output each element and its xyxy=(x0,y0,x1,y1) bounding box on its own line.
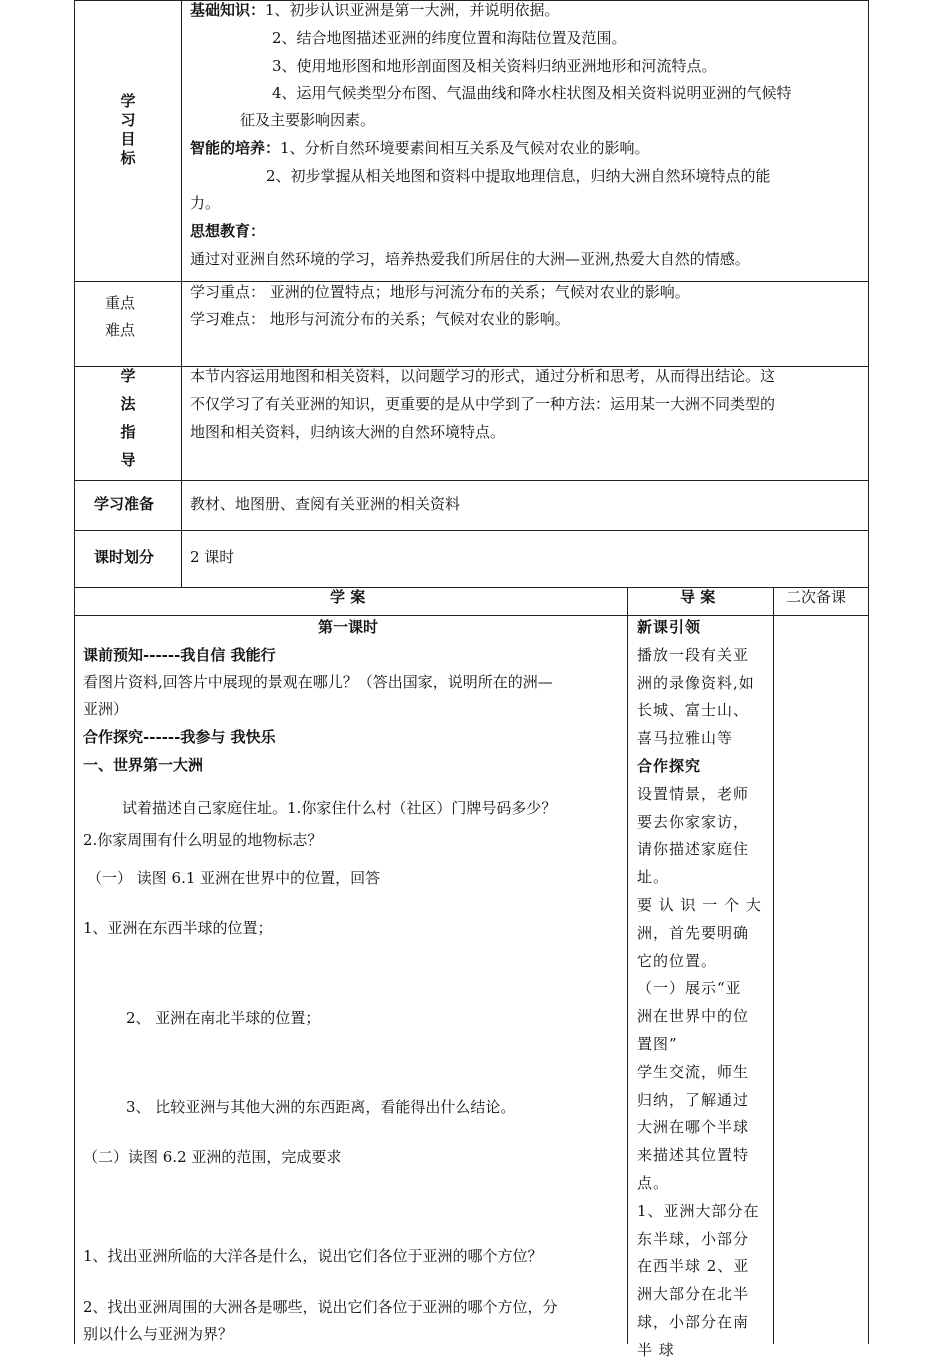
question-1-item-1: 1、亚洲在东西半球的位置； xyxy=(83,919,273,937)
guide-line: （一）展示“亚 xyxy=(637,979,742,998)
guide-line: 合作探究 xyxy=(637,756,702,775)
row-divider-4 xyxy=(74,530,869,531)
lesson-title: 第一课时 xyxy=(318,618,379,636)
study-column-header: 学 案 xyxy=(330,588,366,606)
second-column-header: 二次备课 xyxy=(786,588,847,606)
question-2-item-2a: 2、找出亚洲周围的大洲各是哪些，说出它们各位于亚洲的哪个方位，分 xyxy=(83,1298,558,1316)
periods-label: 课时划分 xyxy=(94,548,155,566)
guide-column-header: 导 案 xyxy=(680,588,716,606)
question-1-head: （一） 读图 6.1 亚洲在世界中的位置，回答 xyxy=(87,869,381,887)
method-label-char: 法 xyxy=(120,395,136,413)
basic-item-3: 3、使用地形图和地形剖面图及相关资料归纳亚洲地形和河流特点。 xyxy=(272,57,717,75)
key-points-label-1: 重点 xyxy=(105,294,136,312)
ability-title: 智能的培养： xyxy=(190,139,281,157)
guide-line: 请你描述家庭住 xyxy=(637,840,750,859)
method-label-char: 导 xyxy=(120,451,136,469)
guide-line: 来描述其位置特 xyxy=(637,1146,750,1165)
preparation-text: 教材、地图册、查阅有关亚洲的相关资料 xyxy=(190,495,461,513)
objectives-label xyxy=(100,92,156,168)
guide-line: 洲在世界中的位 xyxy=(637,1007,750,1026)
guide-line: 喜马拉雅山等 xyxy=(637,729,734,748)
guide-line: 东半球，小部分 xyxy=(637,1229,750,1248)
ability-item-2-cont: 力。 xyxy=(190,194,221,212)
preview-title: 课前预知------我自信 我能行 xyxy=(83,646,276,664)
ability-item-2: 2、初步掌握从相关地图和资料中提取地理信息，归纳大洲自然环境特点的能 xyxy=(266,167,771,185)
lower-border-left xyxy=(74,587,75,1344)
question-1-item-2: 2、 亚洲在南北半球的位置； xyxy=(126,1009,321,1027)
key-points-label-2: 难点 xyxy=(105,321,136,339)
thought-text: 通过对亚洲自然环境的学习，培养热爱我们所居住的大洲—亚洲,热爱大自然的情感。 xyxy=(190,250,750,268)
study-guide-divider xyxy=(627,587,628,1344)
question-1-item-3: 3、 比较亚洲与其他大洲的东西距离，看能得出什么结论。 xyxy=(126,1098,516,1116)
objectives-label-char: 目 xyxy=(120,130,136,148)
basic-knowledge-line-1 xyxy=(190,0,560,20)
guide-line: 址。 xyxy=(637,868,670,887)
row-divider-3 xyxy=(74,480,869,481)
key-point-text: 学习重点： 亚洲的位置特点；地形与河流分布的关系；气候对农业的影响。 xyxy=(190,283,690,301)
task-text-1: 试着描述自己家庭住址。1.你家住什么村（社区）门牌号码多少？ xyxy=(122,799,557,817)
preview-text-2: 亚洲） xyxy=(83,700,129,718)
ability-line-1 xyxy=(190,138,650,158)
table-border-right xyxy=(868,0,869,1344)
difficult-point-text: 学习难点： 地形与河流分布的关系；气候对农业的影响。 xyxy=(190,310,570,328)
guide-line: 播放一段有关亚 xyxy=(637,645,750,664)
question-2-item-1: 1、找出亚洲所临的大洋各是什么，说出它们各位于亚洲的哪个方位？ xyxy=(83,1247,543,1265)
method-label-char: 指 xyxy=(120,423,136,441)
basic-item-2: 2、结合地图描述亚洲的纬度位置和海陆位置及范围。 xyxy=(272,29,627,47)
task-text-2: 2.你家周围有什么明显的地物标志？ xyxy=(83,831,323,849)
guide-line: 学生交流，师生 xyxy=(637,1062,750,1081)
basic-item-4: 4、运用气候类型分布图、气温曲线和降水柱状图及相关资料说明亚洲的气候特 xyxy=(272,84,792,102)
preparation-label: 学习准备 xyxy=(94,495,155,513)
guide-line: 设置情景，老师 xyxy=(637,784,750,803)
objectives-label-char: 标 xyxy=(120,149,136,167)
thought-title: 思想教育： xyxy=(190,222,266,240)
ability-item-1: 1、分析自然环境要素间相互关系及气候对农业的影响。 xyxy=(280,139,650,157)
guide-line: 在西半球 2、亚 xyxy=(637,1257,750,1276)
guide-line: 要 认 识 一 个 大 xyxy=(637,895,762,914)
guide-line: 它的位置。 xyxy=(637,951,718,970)
objectives-label-char: 习 xyxy=(120,111,136,129)
method-line-2: 不仅学习了有关亚洲的知识，更重要的是从中学到了一种方法：运用某一大洲不同类型的 xyxy=(190,395,776,413)
guide-content xyxy=(637,614,767,1359)
method-line-1: 本节内容运用地图和相关资料，以问题学习的形式，通过分析和思考，从而得出结论。这 xyxy=(190,367,776,385)
guide-line: 归纳，了解通过 xyxy=(637,1090,750,1109)
guide-line: 大洲在哪个半球 xyxy=(637,1118,750,1137)
guide-line: 置图” xyxy=(637,1034,678,1053)
guide-line: 洲，首先要明确 xyxy=(637,923,750,942)
table-border-left xyxy=(74,0,75,587)
guide-line: 长城、富士山、 xyxy=(637,701,750,720)
method-label-char: 学 xyxy=(120,367,136,385)
guide-line: 洲的录像资料,如 xyxy=(637,673,755,692)
preview-text-1: 看图片资料,回答片中展现的景观在哪儿？（答出国家，说明所在的洲— xyxy=(83,673,553,691)
guide-line: 1、亚洲大部分在 xyxy=(637,1201,760,1220)
section-1-title: 一、世界第一大洲 xyxy=(83,756,204,774)
explore-title: 合作探究------我参与 我快乐 xyxy=(83,728,276,746)
periods-text: 2 课时 xyxy=(190,548,235,566)
guide-line: 半 球 xyxy=(637,1340,675,1359)
row-divider-5 xyxy=(74,587,869,588)
basic-knowledge-title: 基础知识： xyxy=(190,1,266,19)
guide-line: 新课引领 xyxy=(637,618,702,636)
guide-line: 要去你家家访， xyxy=(637,812,750,831)
basic-item-1: 1、初步认识亚洲是第一大洲，并说明依据。 xyxy=(265,1,560,19)
question-2-head: （二）读图 6.2 亚洲的范围，完成要求 xyxy=(83,1148,342,1166)
guide-line: 点。 xyxy=(637,1173,670,1192)
guide-line: 球，小部分在南 xyxy=(637,1312,750,1331)
guide-second-divider xyxy=(773,587,774,1344)
guide-line: 洲大部分在北半 xyxy=(637,1285,750,1304)
question-2-item-2b: 别以什么与亚洲为界？ xyxy=(83,1325,234,1343)
label-column-divider xyxy=(181,0,182,587)
basic-item-4-cont: 征及主要影响因素。 xyxy=(240,111,376,129)
objectives-label-char: 学 xyxy=(120,92,136,110)
method-line-3: 地图和相关资料，归纳该大洲的自然环境特点。 xyxy=(190,423,506,441)
